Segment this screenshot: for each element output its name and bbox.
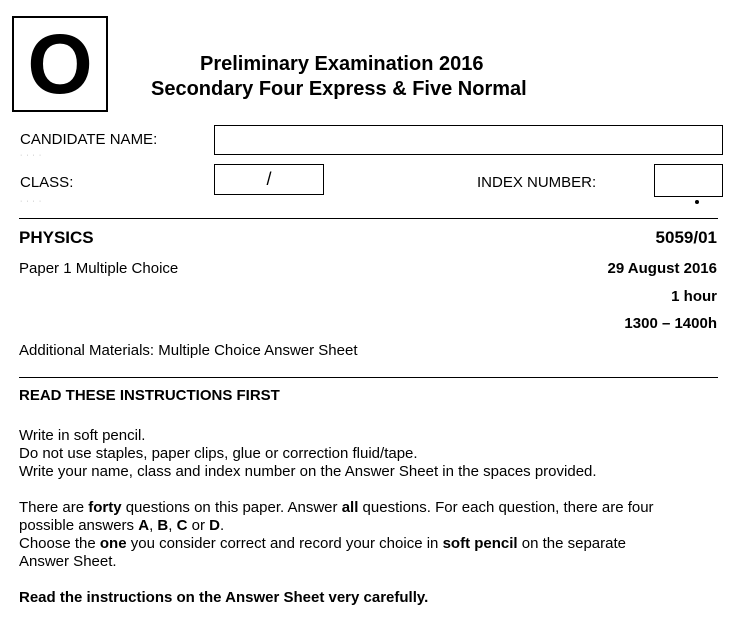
exam-duration: 1 hour bbox=[671, 288, 717, 305]
exam-subtitle: Secondary Four Express & Five Normal bbox=[151, 78, 527, 100]
scan-smudge: · · · · bbox=[20, 198, 43, 205]
scan-smudge: · · · · bbox=[20, 152, 43, 159]
divider-bottom bbox=[19, 377, 718, 378]
paper-description: Paper 1 Multiple Choice bbox=[19, 260, 179, 277]
instructions-heading: READ THESE INSTRUCTIONS FIRST bbox=[19, 387, 280, 404]
class-field[interactable] bbox=[214, 164, 324, 195]
instruction-line: Answer Sheet. bbox=[19, 553, 117, 570]
subject-code: 5059/01 bbox=[655, 228, 717, 247]
instruction-line: Write in soft pencil. bbox=[19, 427, 146, 444]
logo-letter: O bbox=[27, 17, 93, 111]
instruction-line: There are forty questions on this paper. Answer all questions. For each question, there are four bbox=[19, 499, 654, 516]
final-instruction: Read the instructions on the Answer Sheet very carefully. bbox=[19, 589, 429, 606]
subject-name: PHYSICS bbox=[19, 228, 94, 247]
additional-materials: Additional Materials: Multiple Choice Answer Sheet bbox=[19, 342, 358, 359]
index-number-label: INDEX NUMBER: bbox=[477, 174, 597, 191]
exam-level-logo bbox=[12, 16, 108, 112]
instruction-line: possible answers A, B, C or D. bbox=[19, 517, 225, 534]
exam-title: Preliminary Examination 2016 bbox=[200, 53, 484, 75]
index-number-field[interactable] bbox=[654, 164, 723, 197]
candidate-name-label: CANDIDATE NAME: bbox=[20, 131, 158, 148]
exam-date: 29 August 2016 bbox=[607, 260, 717, 277]
exam-time: 1300 – 1400h bbox=[624, 315, 717, 332]
class-label: CLASS: bbox=[20, 174, 74, 191]
instruction-line: Do not use staples, paper clips, glue or correction fluid/tape. bbox=[19, 445, 418, 462]
scan-dot bbox=[695, 200, 699, 204]
instruction-line: Write your name, class and index number on the Answer Sheet in the spaces provided. bbox=[19, 463, 597, 480]
candidate-name-field[interactable] bbox=[214, 125, 723, 155]
instruction-line: Choose the one you consider correct and record your choice in soft pencil on the separate bbox=[19, 535, 626, 552]
class-slash: / bbox=[266, 169, 272, 189]
divider-top bbox=[19, 218, 718, 219]
